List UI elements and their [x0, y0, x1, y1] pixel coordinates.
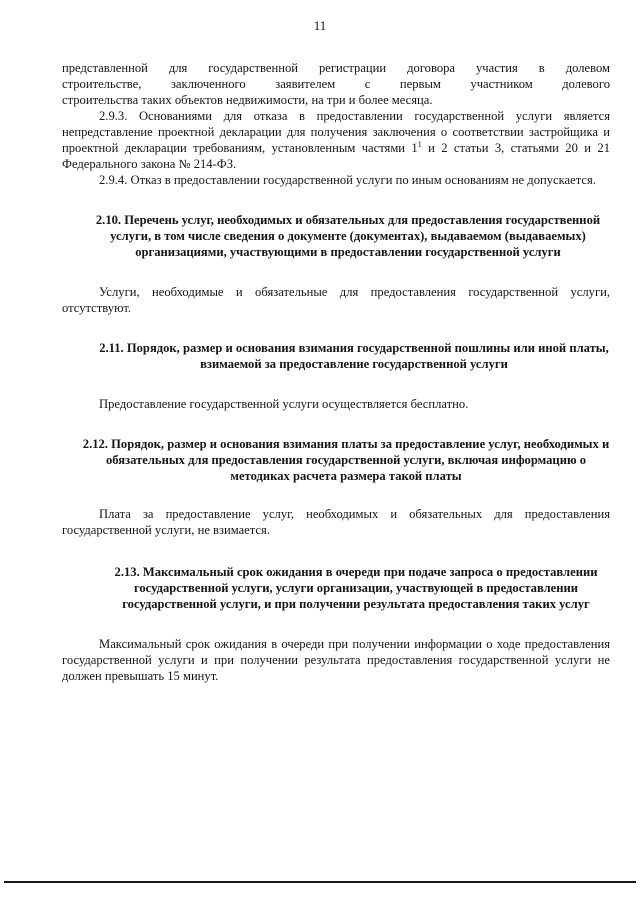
heading-2-10: 2.10. Перечень услуг, необходимых и обязательных для предоставления государственной услуги, в том числе сведения о документе (документах), выдаваемом (выдаваемых) организациями, участвующими в предоставлении государственной услуги — [95, 213, 601, 259]
body-2-13: Максимальный срок ожидания в очереди при получении информации о ходе предоставления государственной услуги и при получении результата предоставления государственной услуги не должен превышать 15 минут. — [62, 637, 610, 683]
body-2-11: Предоставление государственной услуги осуществляется бесплатно. — [99, 397, 469, 411]
heading-2-11: 2.11. Порядок, размер и основания взимания государственной пошлины или иной платы, взимаемой за предоставление государственной услуги — [99, 341, 609, 371]
body-2-12: Плата за предоставление услуг, необходимых и обязательных для предоставления государственной услуги, не взимается. — [62, 507, 610, 537]
footnote-superscript: 1 — [417, 139, 422, 149]
paragraph-2-9-3 — [62, 108, 610, 172]
heading-2-13: 2.13. Максимальный срок ожидания в очереди при подаче запроса о предоставлении государственной услуги, услуги организации, участвующей в предоставлении государственной услуги, и при получении результата предоставления таких услуг — [114, 565, 598, 611]
page-number: 11 — [313, 18, 327, 33]
page-bottom-border — [4, 881, 636, 883]
document-body — [62, 60, 610, 684]
paragraph-2-9-3-text-a: 2.9.3. Основаниями для отказа в предоставлении государственной услуги является непредставление проектной декларации для получения заключения о соответствии застройщика и проектной декларации требованиям, установленным частями 1 — [62, 109, 610, 155]
paragraph-2-9-4: 2.9.4. Отказ в предоставлении государственной услуги по иным основаниям не допускается. — [99, 173, 596, 187]
body-2-10: Услуги, необходимые и обязательные для предоставления государственной услуги, отсутствуют. — [62, 285, 610, 315]
paragraph-2-9-3-text-b: и 2 статьи 3, статьями 20 и 21 Федерального закона № 214-ФЗ. — [62, 141, 610, 171]
intro-line-2: строительстве, заключенного заявителем с первым участником долевого — [62, 77, 610, 91]
intro-line-1: представленной для государственной регистрации договора участия в долевом — [62, 61, 610, 75]
heading-2-12: 2.12. Порядок, размер и основания взимания платы за предоставление услуг, необходимых и обязательных для предоставления государственной услуги, включая информацию о методиках расчета размера такой платы — [82, 437, 610, 483]
intro-line-3: строительства таких объектов недвижимости, на три и более месяца. — [62, 93, 433, 107]
